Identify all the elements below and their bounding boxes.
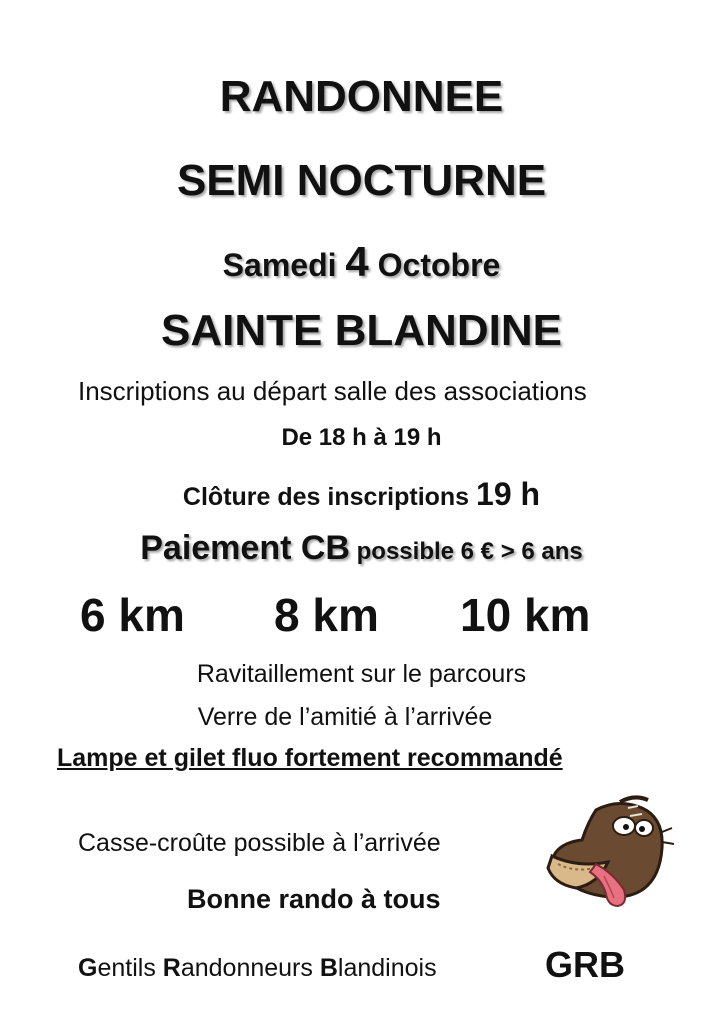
club-word-1: entils bbox=[97, 954, 163, 982]
closing-label: Clôture des inscriptions bbox=[182, 483, 470, 511]
equipment-recommendation: Lampe et gilet fluo fortement recommandé bbox=[57, 744, 563, 772]
date-month: Octobre bbox=[377, 247, 501, 283]
distance-options bbox=[0, 588, 723, 648]
date-number: 4 bbox=[345, 238, 369, 285]
event-date bbox=[0, 238, 723, 286]
club-word-3: landinois bbox=[337, 954, 437, 982]
distance-6km: 6 km bbox=[80, 589, 185, 641]
title-line-1: RANDONNEE bbox=[219, 72, 504, 121]
payment-detail: possible 6 € > 6 ans bbox=[356, 538, 583, 565]
club-acronym: GRB bbox=[545, 944, 625, 985]
registration-info: Inscriptions au départ salle des associations bbox=[78, 376, 587, 406]
greeting: Bonne rando à tous bbox=[187, 884, 441, 914]
distance-10km: 10 km bbox=[460, 589, 591, 641]
payment-label: Paiement CB bbox=[140, 529, 350, 567]
club-initial-r: R bbox=[162, 954, 181, 982]
snack-info: Casse-croûte possible à l’arrivée bbox=[78, 829, 441, 857]
closing-time: 19 h bbox=[476, 476, 541, 512]
refreshment-info: Ravitaillement sur le parcours bbox=[196, 660, 527, 688]
event-place: SAINTE BLANDINE bbox=[161, 306, 562, 355]
club-word-2: andonneurs bbox=[180, 954, 320, 982]
title-line-2: SEMI NOCTURNE bbox=[176, 156, 547, 205]
registration-hours: De 18 h à 19 h bbox=[281, 424, 442, 451]
distance-8km: 8 km bbox=[274, 589, 379, 641]
club-name bbox=[78, 954, 437, 983]
hiking-boot-mascot-icon bbox=[538, 792, 678, 912]
date-day: Samedi bbox=[222, 247, 337, 283]
drink-info: Verre de l’amitié à l’arrivée bbox=[197, 703, 493, 731]
club-initial-g: G bbox=[78, 954, 98, 982]
registration-closing bbox=[0, 476, 723, 513]
payment-info bbox=[0, 529, 723, 568]
club-initial-b: B bbox=[319, 954, 338, 982]
